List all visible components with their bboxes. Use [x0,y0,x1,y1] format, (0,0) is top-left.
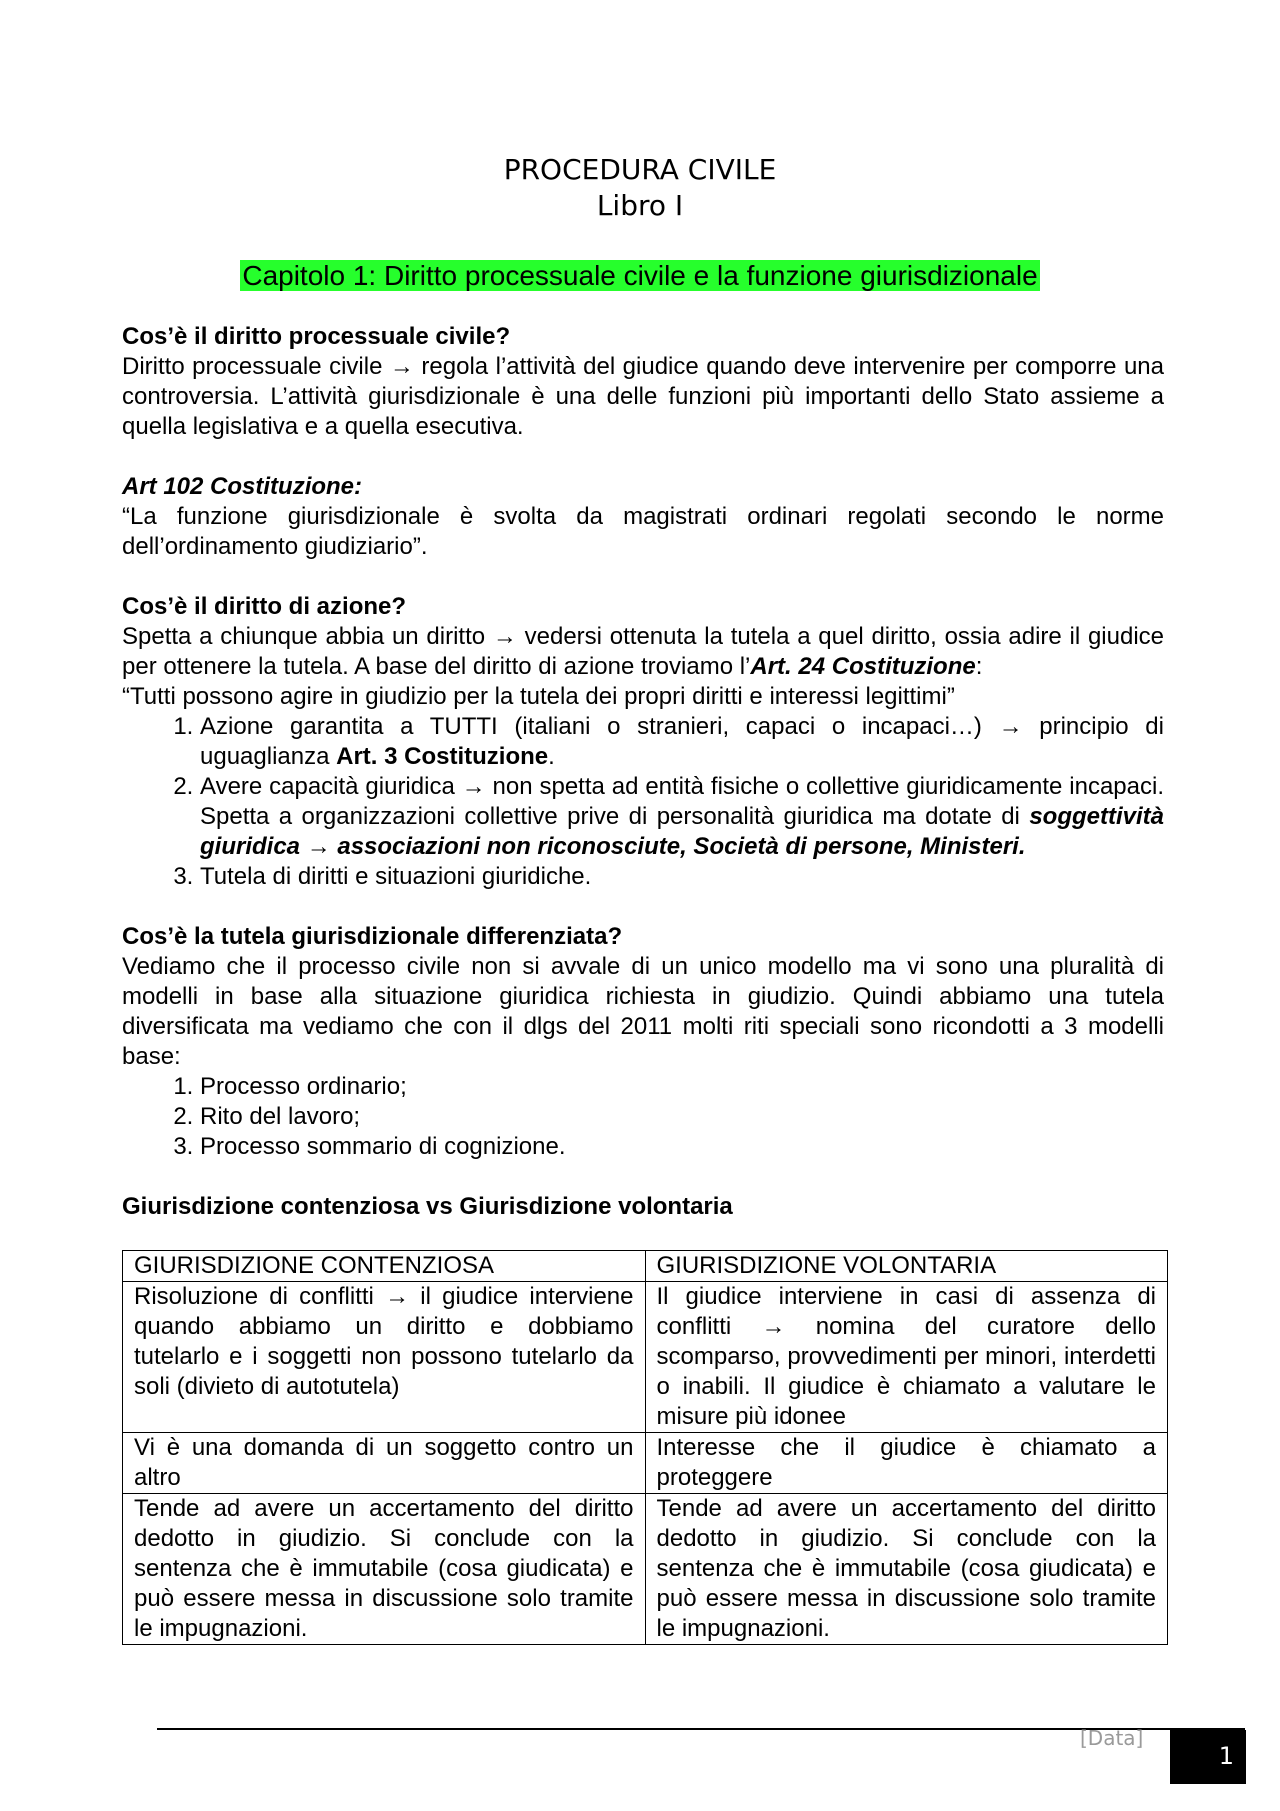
table-cell: Il giudice interviene in casi di assenza di conflitti → nomina del curatore dello scomparso, provvedimenti per minori, interdetti o inabili. Il giudice è chiamato a valutare le misure più idonee [645,1282,1168,1433]
table-header-cell: GIURISDIZIONE CONTENZIOSA [123,1251,646,1282]
table-cell: Risoluzione di conflitti → il giudice interviene quando abbiamo un diritto e dobbiamo tutelarlo e i soggetti non possono tutelarlo da soli (divieto di autotutela) [123,1282,646,1433]
section-heading: Giurisdizione contenziosa vs Giurisdizione volontaria [122,1193,733,1220]
list-item: 2. Avere capacità giuridica → non spetta ad entità fisiche o collettive giuridicamente incapaci. Spetta a organizzazioni collettive prive di personalità giuridica ma dotate di soggettività giuridica → associazioni non riconosciute, Società di persone, Ministeri. [200,772,1164,862]
numbered-list [122,1072,1164,1162]
document-subtitle: Libro I [596,189,684,222]
list-item: 3. Tutela di diritti e situazioni giuridiche. [200,862,1164,892]
chapter-heading [0,258,1280,294]
section-heading: Cos’è la tutela giurisdizionale differenziata? [122,923,623,950]
table-row [123,1433,1168,1494]
list-item: 3. Processo sommario di cognizione. [200,1132,1164,1162]
paragraph: “La funzione giurisdizionale è svolta da magistrati ordinari regolati secondo le norme dell’ordinamento giudiziario”. [122,503,1164,560]
article-reference: Art. 3 Costituzione [336,743,549,770]
table-cell: Interesse che il giudice è chiamato a proteggere [645,1433,1168,1494]
list-item: 2. Rito del lavoro; [200,1102,1164,1132]
page-number: 1 [1170,1730,1246,1784]
table-cell: Tende ad avere un accertamento del diritto dedotto in giudizio. Si conclude con la sentenza che è immutabile (cosa giudicata) e può essere messa in discussione solo tramite le impugnazioni. [645,1494,1168,1645]
section-heading: Cos’è il diritto di azione? [122,593,407,620]
paragraph: Diritto processuale civile → regola l’attività del giudice quando deve intervenire per comporre una controversia. L’attività giurisdizionale è una delle funzioni più importanti dello Stato assieme a quella legislativa e a quella esecutiva. [122,353,1164,440]
title-block [0,152,1280,224]
list-item: 1. Azione garantita a TUTTI (italiani o stranieri, capaci o incapaci…) → principio di uguaglianza Art. 3 Costituzione. [200,712,1164,772]
chapter-title: Capitolo 1: Diritto processuale civile e la funzione giurisdizionale [242,260,1038,291]
table-header-row [123,1251,1168,1282]
table-row [123,1494,1168,1645]
table-row [123,1282,1168,1433]
paragraph: Spetta a chiunque abbia un diritto → vedersi ottenuta la tutela a quel diritto, ossia adire il giudice per ottenere la tutela. A base del diritto di azione troviamo l’Art. 24 Costituzione: [122,623,1164,680]
numbered-list [122,712,1164,892]
list-item: 1. Processo ordinario; [200,1072,1164,1102]
paragraph: Vediamo che il processo civile non si avvale di un unico modello ma vi sono una pluralità di modelli in base alla situazione giuridica richiesta in giudizio. Quindi abbiamo una tutela diversificata ma vediamo che con il dlgs del 2011 molti riti speciali sono ricondotti a 3 modelli base: [122,953,1164,1070]
section-heading: Art 102 Costituzione: [122,473,363,500]
document-title: PROCEDURA CIVILE [503,153,777,186]
article-reference: Art. 24 Costituzione [750,653,976,680]
table-cell: Vi è una domanda di un soggetto contro un altro [123,1433,646,1494]
table-cell: Tende ad avere un accertamento del diritto dedotto in giudizio. Si conclude con la sentenza che è immutabile (cosa giudicata) e può essere messa in discussione solo tramite le impugnazioni. [123,1494,646,1645]
comparison-table [122,1250,1168,1645]
emphasis: soggettività giuridica → associazioni non riconosciute, Società di persone, Ministeri. [200,803,1164,860]
document-body [122,322,1164,1645]
quote: “Tutti possono agire in giudizio per la tutela dei propri diritti e interessi legittimi” [122,683,955,710]
table-header-cell: GIURISDIZIONE VOLONTARIA [645,1251,1168,1282]
footer-date: [Data] [1080,1726,1144,1750]
section-heading: Cos’è il diritto processuale civile? [122,323,511,350]
